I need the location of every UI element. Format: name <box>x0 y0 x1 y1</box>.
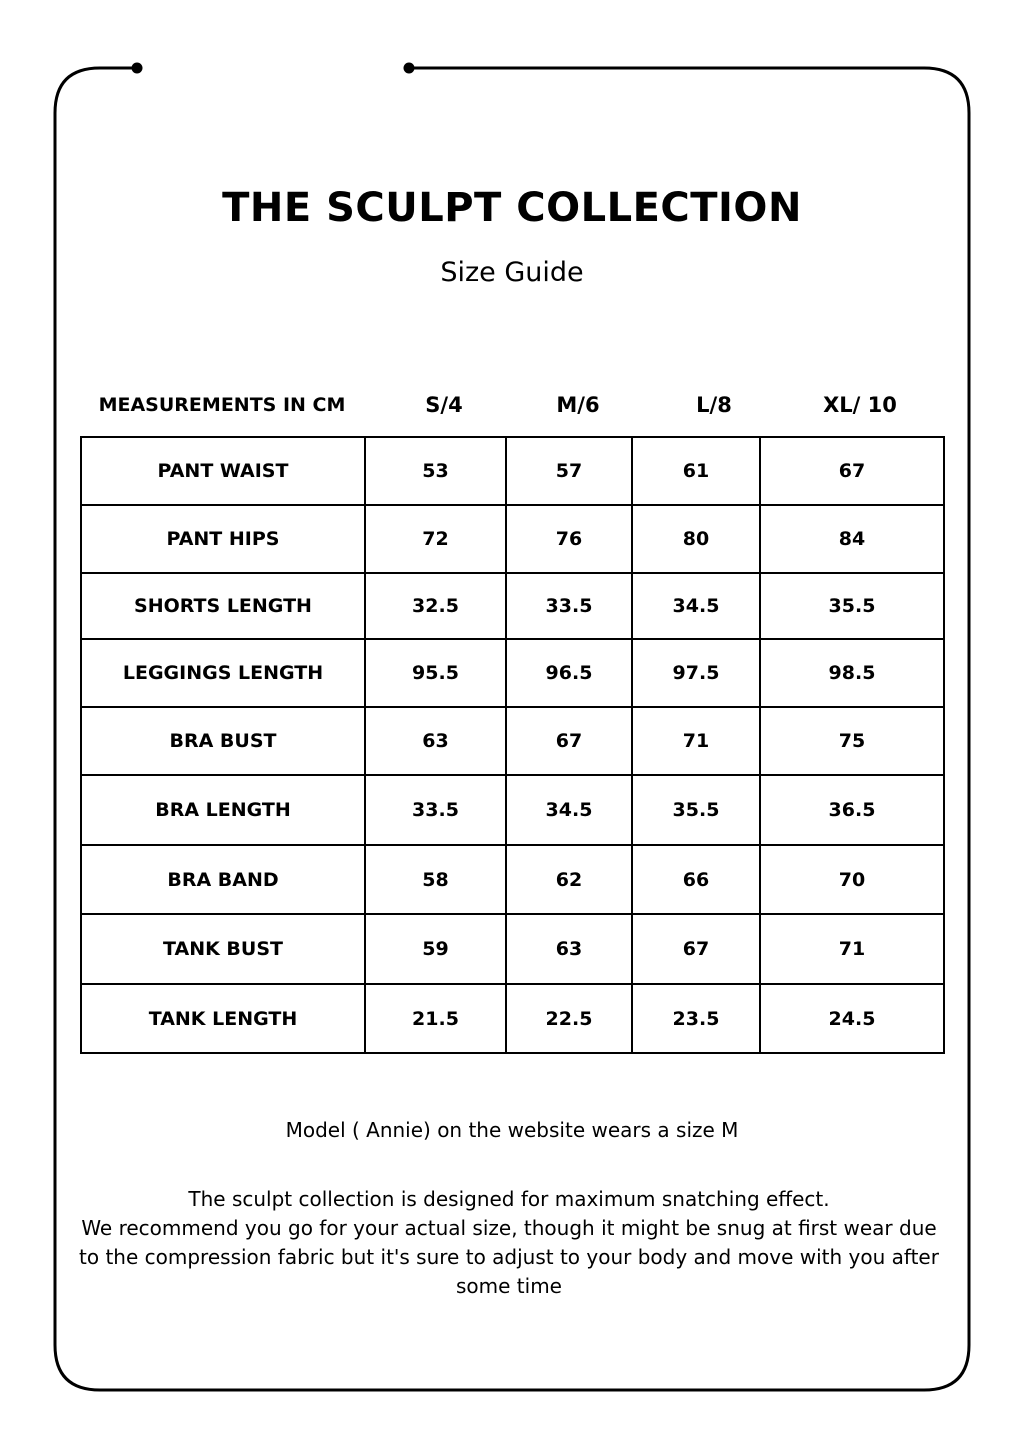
row-label: PANT WAIST <box>81 437 365 505</box>
size-header-s: S/4 <box>425 393 463 417</box>
cell-value: 96.5 <box>506 639 632 707</box>
cell-value: 53 <box>365 437 506 505</box>
size-header-xl: XL/ 10 <box>823 393 897 417</box>
page-title: THE SCULPT COLLECTION <box>222 185 802 231</box>
cell-value: 34.5 <box>632 573 760 639</box>
table-row <box>81 845 944 914</box>
row-label: SHORTS LENGTH <box>81 573 365 639</box>
table-row <box>81 984 944 1053</box>
cell-value: 67 <box>632 914 760 984</box>
row-label: BRA LENGTH <box>81 775 365 845</box>
table-row <box>81 914 944 984</box>
cell-value: 22.5 <box>506 984 632 1053</box>
cell-value: 63 <box>506 914 632 984</box>
size-table <box>80 436 945 1054</box>
table-row <box>81 707 944 775</box>
fit-line-2: We recommend you go for your actual size, though it might be snug at first wear due to the compression fabric but it's sure to adjust to your body and move with you after some time <box>79 1216 939 1298</box>
table-row <box>81 775 944 845</box>
cell-value: 76 <box>506 505 632 573</box>
frame-dot-left <box>132 63 143 74</box>
cell-value: 34.5 <box>506 775 632 845</box>
cell-value: 35.5 <box>760 573 944 639</box>
cell-value: 71 <box>632 707 760 775</box>
cell-value: 23.5 <box>632 984 760 1053</box>
cell-value: 57 <box>506 437 632 505</box>
cell-value: 32.5 <box>365 573 506 639</box>
row-label: BRA BAND <box>81 845 365 914</box>
page-subtitle: Size Guide <box>440 257 584 288</box>
cell-value: 80 <box>632 505 760 573</box>
model-size-note: Model ( Annie) on the website wears a size M <box>285 1118 739 1142</box>
size-header-m: M/6 <box>556 393 600 417</box>
cell-value: 95.5 <box>365 639 506 707</box>
fit-recommendation <box>74 1185 944 1301</box>
cell-value: 75 <box>760 707 944 775</box>
cell-value: 98.5 <box>760 639 944 707</box>
size-header-row <box>0 388 1024 422</box>
cell-value: 24.5 <box>760 984 944 1053</box>
table-row <box>81 437 944 505</box>
cell-value: 58 <box>365 845 506 914</box>
cell-value: 72 <box>365 505 506 573</box>
cell-value: 70 <box>760 845 944 914</box>
cell-value: 59 <box>365 914 506 984</box>
row-label: BRA BUST <box>81 707 365 775</box>
table-row <box>81 639 944 707</box>
cell-value: 63 <box>365 707 506 775</box>
cell-value: 61 <box>632 437 760 505</box>
row-label: PANT HIPS <box>81 505 365 573</box>
cell-value: 71 <box>760 914 944 984</box>
cell-value: 33.5 <box>365 775 506 845</box>
frame-dot-right <box>404 63 415 74</box>
cell-value: 67 <box>506 707 632 775</box>
measurement-unit-label: MEASUREMENTS IN CM <box>98 394 346 416</box>
cell-value: 84 <box>760 505 944 573</box>
row-label: TANK BUST <box>81 914 365 984</box>
row-label: LEGGINGS LENGTH <box>81 639 365 707</box>
row-label: TANK LENGTH <box>81 984 365 1053</box>
cell-value: 62 <box>506 845 632 914</box>
table-row <box>81 505 944 573</box>
cell-value: 21.5 <box>365 984 506 1053</box>
size-header-l: L/8 <box>696 393 732 417</box>
cell-value: 35.5 <box>632 775 760 845</box>
cell-value: 66 <box>632 845 760 914</box>
cell-value: 97.5 <box>632 639 760 707</box>
cell-value: 36.5 <box>760 775 944 845</box>
cell-value: 33.5 <box>506 573 632 639</box>
table-row <box>81 573 944 639</box>
cell-value: 67 <box>760 437 944 505</box>
fit-line-1: The sculpt collection is designed for maximum snatching effect. <box>188 1187 830 1211</box>
